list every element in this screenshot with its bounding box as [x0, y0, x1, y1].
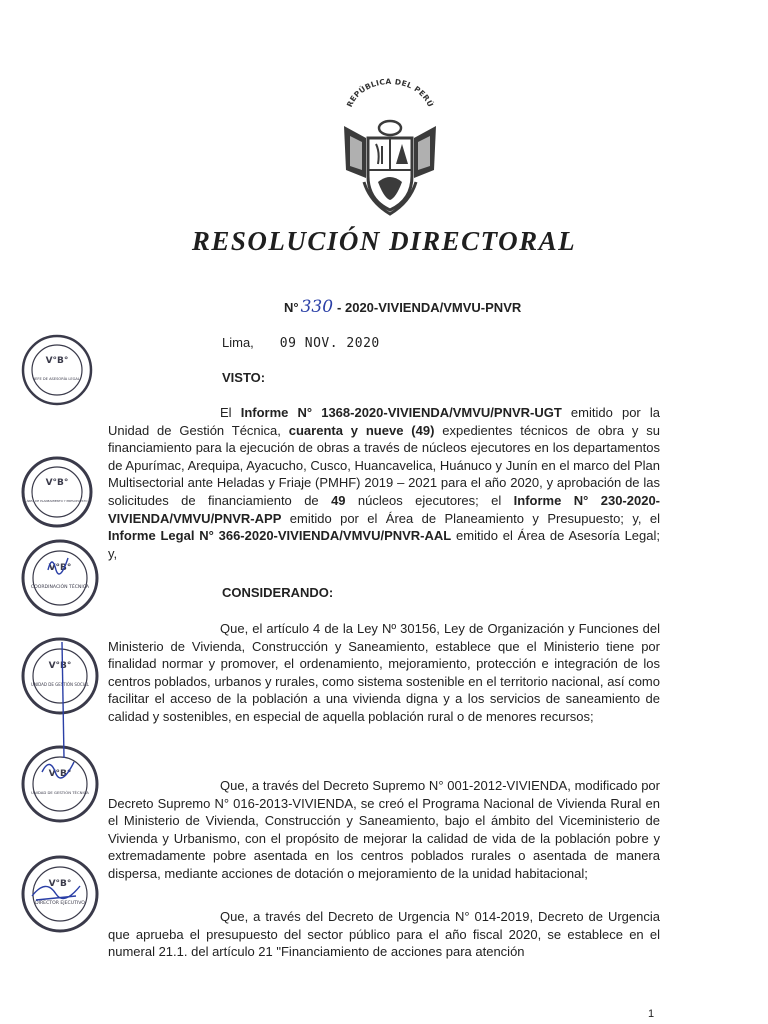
paragraph-considerando-3: Que, a través del Decreto de Urgencia N° 014-2019, Decreto de Urgencia que aprueba el presupuesto del sector público para el año fiscal 2020, se establece en el numeral 21.1. del artículo 21 "Financiamiento de acciones para atención — [108, 909, 660, 960]
place-date — [222, 335, 380, 351]
coat-of-arms-emblem — [336, 78, 444, 220]
page-number: 1 — [648, 1008, 655, 1020]
approval-stamp-2 — [20, 455, 106, 534]
approval-stamp-6 — [20, 854, 106, 939]
resolution-prefix: N° — [284, 300, 299, 315]
stamp-top-text: V°B° — [45, 356, 69, 366]
approval-stamp-4 — [20, 636, 106, 721]
visto-heading: VISTO: — [222, 370, 266, 385]
resolution-number — [284, 297, 521, 317]
paragraph-considerando-1: Que, el artículo 4 de la Ley Nº 30156, Ley de Organización y Funciones del Ministerio de Vivienda, Construcción y Saneamiento, establece que el Ministerio tiene por finalidad normar y promover, el ordenamiento, mejoramiento, protección e integración de los centros poblados, urbanos y rurales, como sistema sostenible en el territorio nacional, así como facilitar el acceso de la población a una vivienda digna y a los servicios de saneamiento de calidad y sostenibles, en especial de aquella población rural o de menores recursos; — [108, 621, 660, 724]
place-label: Lima, — [222, 335, 254, 350]
resolution-handwritten-number: 330 — [300, 297, 334, 317]
stamp-top-text: V°B° — [45, 478, 69, 488]
stamp-bottom-text: UNIDAD DE GESTIÓN TÉCNICA — [31, 790, 89, 795]
approval-stamp-5 — [20, 744, 106, 829]
paragraph-visto: El Informe N° 1368-2020-VIVIENDA/VMVU/PNVR-UGT emitido por la Unidad de Gestión Técnica, cuarenta y nueve (49) expedientes técnicos de obra y su financiamiento para la ejecución de obras a través de núcleos ejecutores en los departamentos de Apurímac, Arequipa, Ayacucho, Cusco, Huancavelica, Huánuco y Junín en el marco del Plan Multisectorial ante Heladas y Friaje (PMHF) 2019 – 2021 para el año 2020, y aprobación de las solicitudes de financiamiento de 49 núcleos ejecutores; el Informe N° 230-2020-VIVIENDA/VMVU/PNVR-APP emitido por el Área de Planeamiento y Presupuesto; y, el Informe Legal N° 366-2020-VIVIENDA/VMVU/PNVR-AAL emitido el Área de Asesoría Legal; y, — [108, 405, 661, 561]
stamp-top-text: V°B° — [48, 769, 72, 779]
paragraph-considerando-2: Que, a través del Decreto Supremo N° 001-2012-VIVIENDA, modificado por Decreto Supremo N° 016-2013-VIVIENDA, se creó el Programa Nacional de Vivienda Rural en el Ministerio de Vivienda, Construcción y Saneamiento, bajo el ámbito del Viceministerio de Vivienda y Urbanismo, con el propósito de mejorar la calidad de vida de la población pobre y extremadamente pobre asentada en los centros poblados rurales o asentada de manera dispersa, mediante acciones de dotación o mejoramiento de la unidad habitacional; — [108, 778, 660, 881]
resolution-suffix: - 2020-VIVIENDA/VMVU-PNVR — [337, 300, 522, 315]
stamp-top-text: V°B° — [48, 879, 72, 889]
emblem-text: REPÚBLICA DEL PERÚ — [344, 78, 436, 109]
stamp-bottom-text: UNIDAD DE GESTIÓN SOCIAL — [31, 682, 89, 687]
stamp-bottom-text: DIRECTOR EJECUTIVO — [35, 901, 85, 906]
considerando-heading: CONSIDERANDO: — [222, 585, 334, 600]
svg-text:REPÚBLICA DEL PERÚ — [345, 78, 435, 109]
date-stamp: 09 NOV. 2020 — [279, 336, 380, 351]
stamp-bottom-text: COORDINACIÓN TÉCNICA — [30, 585, 90, 590]
stamp-top-text: V°B° — [48, 563, 72, 573]
stamp-bottom-text: JEFE DE ASESORÍA LEGAL — [34, 377, 80, 381]
document-title: RESOLUCIÓN DIRECTORAL — [191, 226, 577, 256]
approval-stamp-1 — [20, 333, 106, 412]
approval-stamp-3 — [20, 538, 106, 623]
stamp-top-text: V°B° — [48, 661, 72, 671]
stamp-bottom-text: ÁREA DE PLANEAMIENTO Y PRESUPUESTO — [26, 499, 88, 503]
